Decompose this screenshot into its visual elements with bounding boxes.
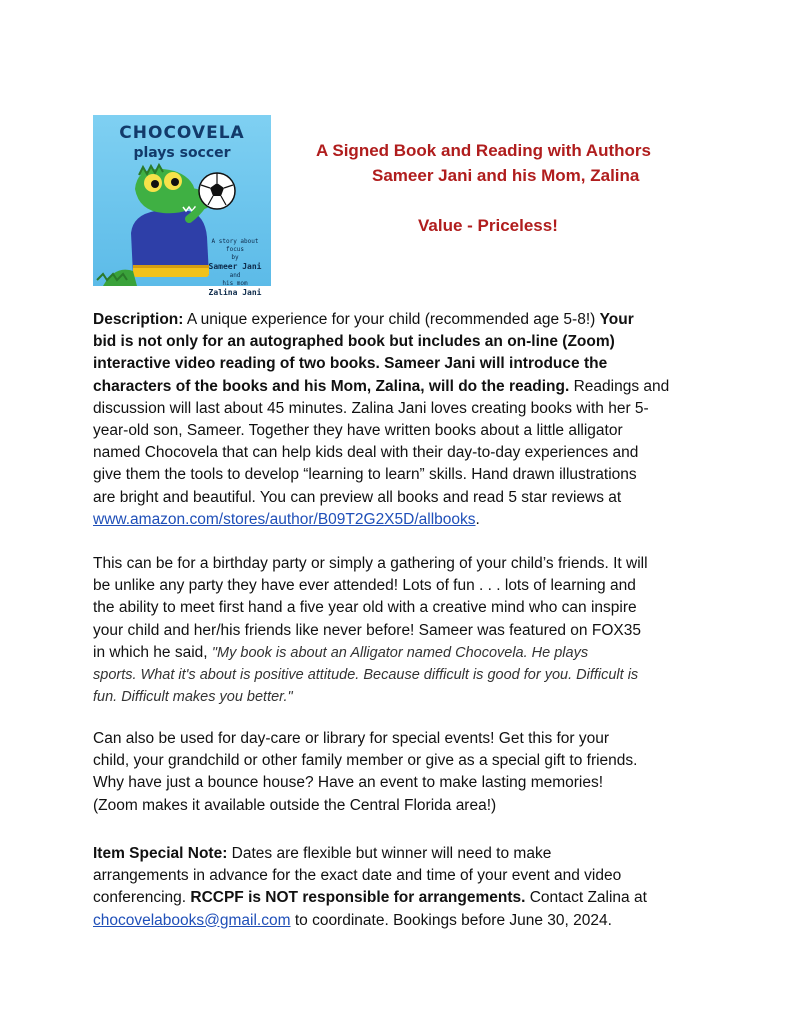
value-line: Value - Priceless! [418,216,558,235]
text-line: are bright and beautiful. You can preview all books and read 5 star reviews at [93,488,622,506]
cover-credit-line: and [229,272,241,279]
cover-credit-line: A story about focus [211,238,259,253]
cover-author-name: Sameer Jani [208,262,262,271]
text-line: year-old son, Sameer. Together they have written books about a little alligator [93,422,623,440]
cover-credit-line: his mom [222,280,248,287]
book-cover-image [93,115,271,297]
text-line: This can be for a birthday party or simply a gathering of your child’s friends. It will [93,555,648,572]
text-line: bid is not only for an autographed book but includes an on-line (Zoom) [93,333,615,351]
headline-line-1: A Signed Book and Reading with Authors [316,141,651,160]
cover-title: CHOCOVELA [119,123,245,143]
contact-email-link[interactable]: chocovelabooks@gmail.com [93,911,291,929]
text: conferencing. [93,889,191,907]
quote-text: "My book is about an Alligator named Chocovela. He plays [211,644,589,661]
headline-line-2: Sameer Jani and his Mom, Zalina [372,166,640,185]
cover-subtitle: plays soccer [133,145,231,161]
text-line: named Chocovela that can help kids deal with their day-to-day experiences and [93,444,639,462]
daycare-paragraph [93,728,705,817]
special-note-label: Item Special Note: [93,845,228,862]
quote-text: fun. Difficult makes you better." [93,689,293,706]
text-line: Can also be used for day-care or library for special events! Get this for your [93,730,610,747]
text-line: child, your grandchild or other family member or give as a special gift to friends. [93,752,638,770]
description-label: Description: [93,311,184,328]
text-bold: RCCPF is NOT responsible for arrangements. [190,889,526,907]
party-paragraph [93,553,705,708]
text: Readings and [569,377,670,395]
text-line: (Zoom makes it available outside the Central Florida area!) [93,796,497,814]
text-line: arrangements in advance for the exact date and time of your event and video [93,867,622,885]
text-line: discussion will last about 45 minutes. Zalina Jani loves creating books with her 5- [93,399,649,417]
cover-credit [201,238,269,298]
text: A unique experience for your child (recommended age 5-8!) [183,311,600,328]
text-line: your child and her/his friends like never before! Sameer was featured on FOX35 [93,621,641,639]
text: Contact Zalina at [525,889,647,907]
text-line: the ability to meet first hand a five year old with a creative mind who can inspire [93,599,637,617]
text-line: interactive video reading of two books. Sameer Jani will introduce the [93,355,608,373]
text-bold: Your [599,311,634,328]
text: to coordinate. Bookings before June 30, 2024. [290,911,612,929]
amazon-author-link[interactable]: www.amazon.com/stores/author/B09T2G2X5D/allbooks [93,510,476,528]
description-paragraph [93,309,705,531]
cover-credit-line: by [231,254,239,261]
text-line: give them the tools to develop “learning to learn” skills. Hand drawn illustrations [93,466,637,484]
text-line: be unlike any party they have ever attended! Lots of fun . . . lots of learning and [93,577,636,595]
text: . [475,510,480,528]
special-note-paragraph [93,843,705,932]
cover-mom-name: Zalina Jani [208,288,262,297]
text: Dates are flexible but winner will need to make [227,845,552,862]
quote-text: sports. What it's about is positive attitude. Because difficult is good for you. Difficult is [93,667,639,684]
text-line: Why have just a bounce house? Have an event to make lasting memories! [93,774,604,792]
text: in which he said, [93,643,212,661]
text-bold: characters of the books and his Mom, Zalina, will do the reading. [93,377,570,395]
